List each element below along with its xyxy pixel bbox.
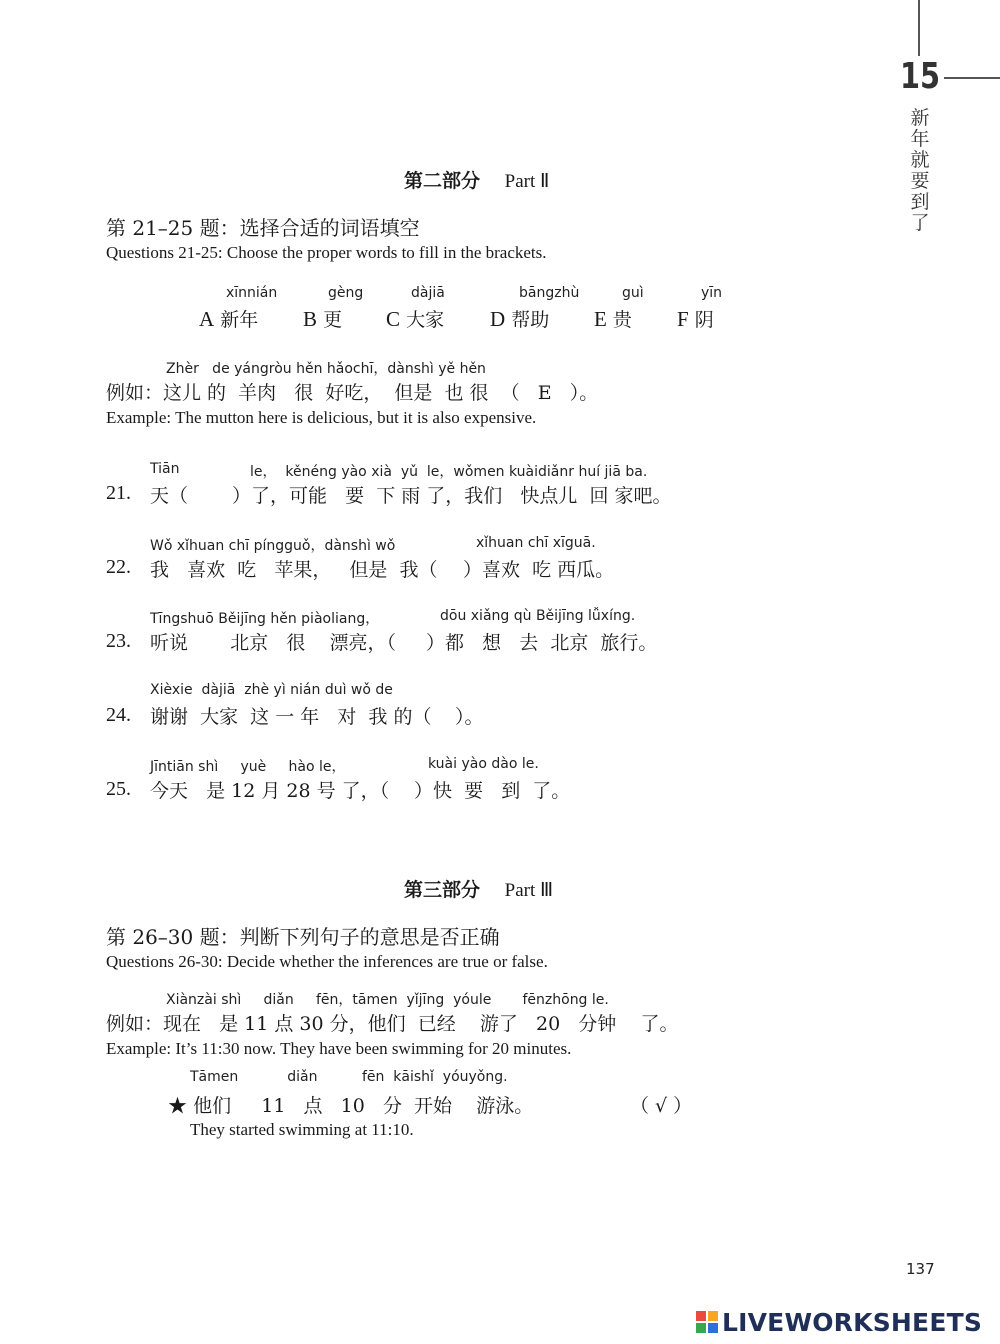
option-word: 新年 — [220, 309, 259, 331]
q22-pinyin-a: Wǒ xǐhuan chī píngguǒ，dànshì wǒ — [150, 538, 396, 554]
q25-number: 25. — [106, 778, 131, 800]
q23-pinyin-a: Tīngshuō Běijīng hěn piàoliang， — [150, 611, 380, 627]
option-e — [594, 305, 632, 332]
q21-hanzi-a: 天（ — [150, 485, 189, 507]
logo-text: LIVEWORKSHEETS — [722, 1307, 983, 1337]
option-c — [386, 305, 444, 332]
option-d-pinyin: bāngzhù — [519, 285, 580, 301]
option-word: 帮助 — [511, 309, 550, 331]
part2-example-english: Example: The mutton here is delicious, but it is also expensive. — [106, 408, 537, 427]
liveworksheets-logo[interactable] — [696, 1306, 982, 1338]
q23-hanzi-b: ）都 想 去 北京 旅行。 — [426, 632, 658, 654]
q24-hanzi-a: 谢谢 大家 这 一 年 对 我 的（ — [150, 706, 432, 728]
example-answer: （ E ）。 — [500, 382, 599, 404]
q21-number: 21. — [106, 482, 131, 504]
q25-hanzi-a: 今天 是 12 月 28 号 了，（ — [150, 780, 390, 802]
statement-english: They started swimming at 11:10. — [190, 1120, 414, 1139]
q24-hanzi-b: ）。 — [455, 706, 484, 728]
option-a — [199, 305, 258, 332]
part2-title-cn: 第二部分 — [404, 170, 481, 192]
option-word: 大家 — [406, 309, 445, 331]
example-label: 例如： — [106, 382, 164, 404]
part2-heading-cn: 第 21–25 题：选择合适的词语填空 — [106, 216, 420, 240]
answer-open-bracket: （ — [630, 1095, 650, 1117]
logo-square — [708, 1323, 718, 1333]
chapter-title-vertical — [908, 108, 932, 234]
option-c-pinyin: dàjiā — [411, 285, 445, 301]
option-word: 阴 — [694, 309, 714, 331]
part3-example-english: Example: It’s 11:30 now. They have been swimming for 20 minutes. — [106, 1039, 572, 1058]
statement-answer — [630, 1091, 692, 1118]
q23-number: 23. — [106, 630, 131, 652]
q25-hanzi-b: ）快 要 到 了。 — [414, 780, 571, 802]
option-a-pinyin: xīnnián — [226, 285, 278, 301]
q25-pinyin-a: Jīntiān shì yuè hào le， — [150, 759, 346, 775]
part3-example-sentence — [106, 1009, 678, 1036]
chapter-title-char: 就 — [910, 149, 930, 171]
logo-squares-icon — [696, 1311, 718, 1333]
part3-heading-en: Questions 26-30: Decide whether the inferences are true or false. — [106, 952, 548, 971]
option-word: 贵 — [612, 309, 632, 331]
chapter-title-char: 要 — [910, 170, 930, 192]
option-letter: A — [199, 307, 215, 331]
option-word: 更 — [323, 309, 343, 331]
part3-example-pinyin: Xiànzài shì diǎn fēn，tāmen yǐjīng yóule fēnzhōng le. — [166, 992, 609, 1008]
page-number: 137 — [906, 1260, 935, 1278]
part2-example-pinyin: Zhèr de yángròu hěn hǎochī，dànshì yě hěn — [166, 361, 486, 377]
q24-pinyin-a: Xièxie dàjiā zhè yì nián duì wǒ de — [150, 682, 393, 698]
option-f-pinyin: yīn — [701, 285, 723, 301]
q24-number: 24. — [106, 704, 131, 726]
option-f — [677, 305, 714, 332]
star-icon: ★ — [168, 1095, 188, 1117]
option-b-pinyin: gèng — [328, 285, 364, 301]
part2-example-sentence — [106, 378, 598, 405]
part3-title-en: Part Ⅲ — [504, 880, 554, 901]
q23-pinyin-b: dōu xiǎng qù Běijīng lǚxíng. — [440, 608, 636, 624]
option-b — [303, 305, 342, 332]
example-hanzi: 这儿 的 羊肉 很 好吃， 但是 也 很 — [163, 382, 489, 404]
example-label: 例如： — [106, 1013, 164, 1035]
q25-pinyin-b: kuài yào dào le. — [428, 756, 539, 772]
option-letter: C — [386, 307, 401, 331]
q21-pinyin-a: Tiān — [150, 461, 180, 477]
statement-hanzi: 他们 11 点 10 分 开始 游泳。 — [193, 1095, 534, 1117]
part2-heading-en: Questions 21-25: Choose the proper words to fill in the brackets. — [106, 243, 547, 262]
statement-pinyin: Tāmen diǎn fēn kāishǐ yóuyǒng. — [190, 1069, 508, 1085]
chapter-title-char: 了 — [910, 212, 930, 234]
option-letter: F — [677, 307, 689, 331]
chapter-title-char: 年 — [910, 128, 930, 150]
part3-title — [404, 875, 553, 902]
chapter-vertical-rule — [918, 0, 920, 56]
logo-square — [696, 1311, 706, 1321]
example-hanzi: 现在 是 11 点 30 分，他们 已经 游了 20 分钟 了。 — [163, 1013, 679, 1035]
chapter-horizontal-rule — [944, 77, 1000, 79]
checkmark-icon: √ — [655, 1095, 668, 1117]
chapter-number: 15 — [900, 56, 941, 97]
q22-hanzi-b: ）喜欢 吃 西瓜。 — [463, 559, 615, 581]
part3-title-cn: 第三部分 — [404, 879, 481, 901]
q21-pinyin-b: le， kěnéng yào xià yǔ le，wǒmen kuàidiǎnr huí jiā ba. — [250, 464, 648, 480]
statement-sentence — [168, 1091, 533, 1118]
option-e-pinyin: guì — [622, 285, 644, 301]
part2-title-en: Part Ⅱ — [504, 171, 550, 192]
q22-pinyin-b: xǐhuan chī xīguā. — [476, 535, 596, 551]
option-letter: D — [490, 307, 506, 331]
option-letter: E — [594, 307, 607, 331]
q23-hanzi-a: 听说 北京 很 漂亮，（ — [150, 632, 397, 654]
q22-number: 22. — [106, 556, 131, 578]
part3-heading-cn: 第 26–30 题：判断下列句子的意思是否正确 — [106, 925, 500, 949]
option-d — [490, 305, 549, 332]
logo-square — [708, 1311, 718, 1321]
chapter-title-char: 新 — [910, 107, 930, 129]
answer-close-bracket: ） — [673, 1095, 693, 1117]
logo-square — [696, 1323, 706, 1333]
q21-hanzi-b: ）了，可能 要 下 雨 了，我们 快点儿 回 家吧。 — [232, 485, 672, 507]
q22-hanzi-a: 我 喜欢 吃 苹果， 但是 我（ — [150, 559, 438, 581]
chapter-title-char: 到 — [910, 191, 930, 213]
option-letter: B — [303, 307, 318, 331]
part2-title — [404, 166, 549, 193]
